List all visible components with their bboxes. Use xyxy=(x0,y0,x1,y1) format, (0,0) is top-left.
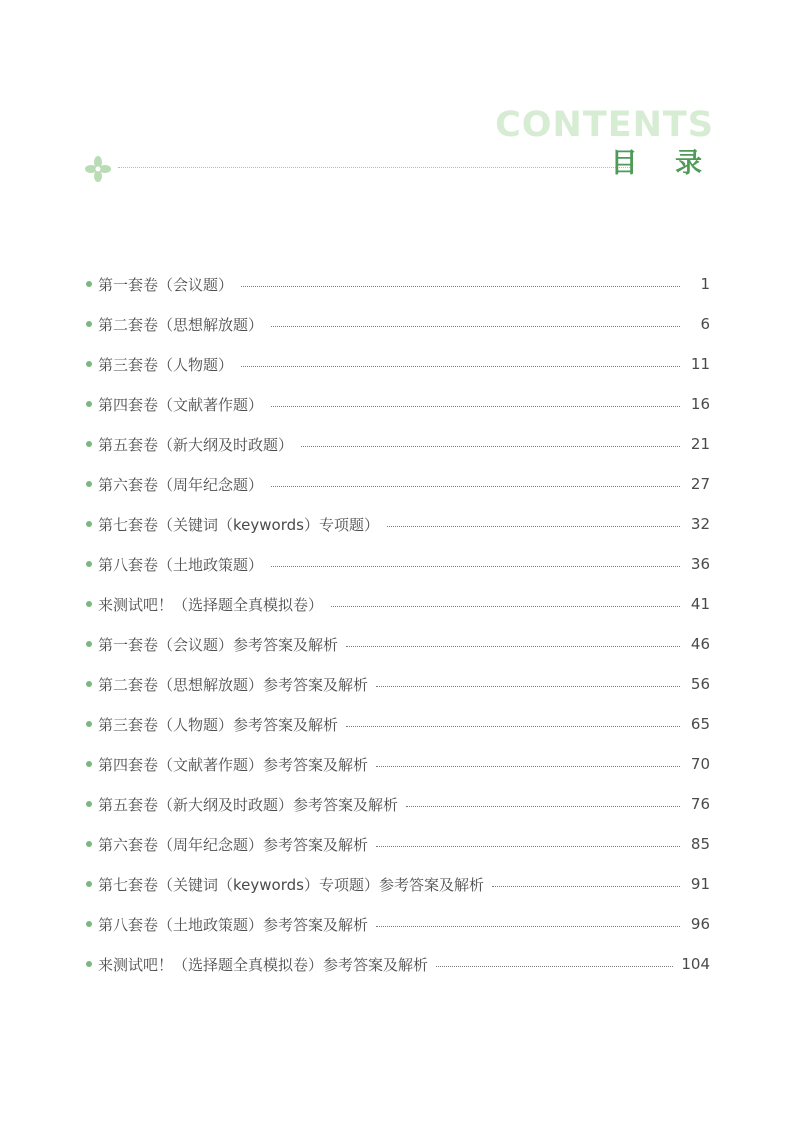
dot-leader xyxy=(271,566,680,567)
dot-leader xyxy=(376,926,680,927)
toc-entry-title: 第一套卷（会议题） xyxy=(98,275,234,294)
bullet-icon xyxy=(86,401,92,407)
toc-entry[interactable] xyxy=(86,304,710,344)
dot-leader xyxy=(387,526,680,527)
toc-entry-page: 46 xyxy=(690,635,710,653)
toc-entry-page: 56 xyxy=(690,675,710,693)
toc-entry-title: 第八套卷（土地政策题）参考答案及解析 xyxy=(98,915,369,934)
toc-entry[interactable] xyxy=(86,344,710,384)
toc-entry-page: 76 xyxy=(690,795,710,813)
bullet-icon xyxy=(86,521,92,527)
toc-entry-page: 6 xyxy=(700,315,710,333)
dot-leader xyxy=(376,846,680,847)
bullet-icon xyxy=(86,281,92,287)
toc-entry[interactable] xyxy=(86,864,710,904)
toc-entry-page: 1 xyxy=(700,275,710,293)
toc-entry-title: 来测试吧！（选择题全真模拟卷）参考答案及解析 xyxy=(98,955,429,974)
bullet-icon xyxy=(86,841,92,847)
dot-leader xyxy=(436,966,673,967)
bullet-icon xyxy=(86,721,92,727)
dot-leader xyxy=(301,446,680,447)
toc-entry[interactable] xyxy=(86,744,710,784)
page-title: 目 录 xyxy=(610,148,716,179)
toc-entry[interactable] xyxy=(86,784,710,824)
toc-entry-page: 41 xyxy=(690,595,710,613)
toc-entry-page: 96 xyxy=(690,915,710,933)
toc-entry-title: 第六套卷（周年纪念题） xyxy=(98,475,264,494)
toc-entry-title: 第四套卷（文献著作题）参考答案及解析 xyxy=(98,755,369,774)
dot-leader xyxy=(271,406,680,407)
toc-entry-title: 第二套卷（思想解放题） xyxy=(98,315,264,334)
dot-leader xyxy=(346,726,680,727)
toc-entry[interactable] xyxy=(86,904,710,944)
toc-entry-page: 70 xyxy=(690,755,710,773)
toc-entry[interactable] xyxy=(86,824,710,864)
header-divider xyxy=(118,167,630,168)
dot-leader xyxy=(492,886,680,887)
toc-entry-title: 第四套卷（文献著作题） xyxy=(98,395,264,414)
bullet-icon xyxy=(86,601,92,607)
dot-leader xyxy=(331,606,680,607)
bullet-icon xyxy=(86,961,92,967)
toc-entry-page: 104 xyxy=(681,955,710,973)
toc-entry-title: 第五套卷（新大纲及时政题）参考答案及解析 xyxy=(98,795,399,814)
toc-entry-title: 第八套卷（土地政策题） xyxy=(98,555,264,574)
toc-entry-title: 第二套卷（思想解放题）参考答案及解析 xyxy=(98,675,369,694)
contents-heading: CONTENTS xyxy=(495,105,714,145)
bullet-icon xyxy=(86,761,92,767)
dot-leader xyxy=(376,766,680,767)
toc-entry[interactable] xyxy=(86,264,710,304)
bullet-icon xyxy=(86,881,92,887)
bullet-icon xyxy=(86,641,92,647)
bullet-icon xyxy=(86,801,92,807)
toc-entry-title: 第三套卷（人物题） xyxy=(98,355,234,374)
toc-entry[interactable] xyxy=(86,544,710,584)
dot-leader xyxy=(241,286,680,287)
dot-leader xyxy=(241,366,680,367)
toc-entry[interactable] xyxy=(86,464,710,504)
dot-leader xyxy=(271,486,680,487)
bullet-icon xyxy=(86,681,92,687)
toc-entry-page: 27 xyxy=(690,475,710,493)
toc-entry-title: 第五套卷（新大纲及时政题） xyxy=(98,435,294,454)
bullet-icon xyxy=(86,441,92,447)
toc-entry-page: 65 xyxy=(690,715,710,733)
toc-entry[interactable] xyxy=(86,584,710,624)
toc-entry-title: 第一套卷（会议题）参考答案及解析 xyxy=(98,635,339,654)
toc-entry-title: 第六套卷（周年纪念题）参考答案及解析 xyxy=(98,835,369,854)
toc-entry-title: 来测试吧！（选择题全真模拟卷） xyxy=(98,595,324,614)
toc-entry-page: 91 xyxy=(690,875,710,893)
toc-entry-page: 11 xyxy=(690,355,710,373)
bullet-icon xyxy=(86,361,92,367)
toc-entry[interactable] xyxy=(86,424,710,464)
toc-entry[interactable] xyxy=(86,944,710,984)
toc-entry[interactable] xyxy=(86,624,710,664)
bullet-icon xyxy=(86,321,92,327)
bullet-icon xyxy=(86,561,92,567)
toc-entry-title: 第三套卷（人物题）参考答案及解析 xyxy=(98,715,339,734)
dot-leader xyxy=(346,646,680,647)
dot-leader xyxy=(406,806,680,807)
clover-icon xyxy=(84,155,112,183)
toc-entry-title: 第七套卷（关键词（keywords）专项题） xyxy=(98,515,379,534)
dot-leader xyxy=(376,686,680,687)
toc-entry-page: 32 xyxy=(690,515,710,533)
toc-entry[interactable] xyxy=(86,504,710,544)
toc-entry[interactable] xyxy=(86,704,710,744)
toc-entry[interactable] xyxy=(86,384,710,424)
dot-leader xyxy=(271,326,680,327)
toc-entry[interactable] xyxy=(86,664,710,704)
toc-entry-page: 85 xyxy=(690,835,710,853)
toc-entry-page: 16 xyxy=(690,395,710,413)
bullet-icon xyxy=(86,481,92,487)
bullet-icon xyxy=(86,921,92,927)
toc-entry-page: 21 xyxy=(690,435,710,453)
toc-entry-page: 36 xyxy=(690,555,710,573)
toc-entry-title: 第七套卷（关键词（keywords）专项题）参考答案及解析 xyxy=(98,875,484,894)
toc-list xyxy=(86,264,710,984)
